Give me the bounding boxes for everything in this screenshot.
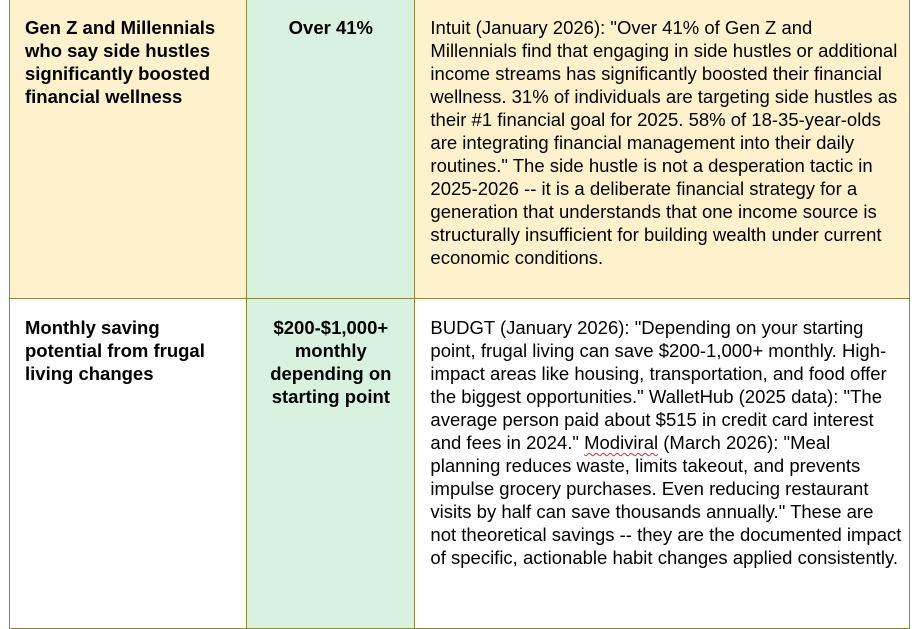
value-cell [247, 0, 415, 299]
source-text: Intuit (January 2026): "Over 41% of Gen Z and Millennials find that engaging in side hustles or additional income streams has significantly boosted their financial wellness. 31% of individuals are targeting side hustles as their #1 financial goal for 2025. 58% of 18-35-year-olds are integrating financial management into their daily routines." The side hustle is not a desperation tactic in 2025-2026 -- it is a deliberate financial strategy for a generation that understands that one income source is structurally insufficient for building wealth under current economic conditions. [430, 17, 898, 268]
value-text: Over 41% [288, 17, 373, 38]
source-cell [415, 299, 910, 629]
source-text-continued: (March 2026): "Meal planning reduces waste, limits takeout, and prevents impulse grocery purchases. Even reducing restaurant visits by half can save thousands annually." These are not theoretical savings -- they are the documented impact of specific, actionable habit changes applied consistently. [430, 432, 902, 568]
source-cell [415, 0, 910, 299]
spellcheck-flagged-word[interactable]: Modiviral [584, 432, 659, 453]
metric-text: Gen Z and Millennials who say side hustles significantly boosted financial wellness [25, 17, 216, 107]
data-table [9, 0, 910, 629]
metric-cell [10, 299, 247, 629]
table-row [10, 0, 910, 299]
table-row [10, 299, 910, 629]
source-text: BUDGT (January 2026): "Depending on your starting point, frugal living can save $200-1,000+ monthly. High-impact areas like housing, transportation, and food offer the biggest opportunities." WalletHub (2025 data): "The average person paid about $515 in credit card interest and fees in 2024." [430, 317, 887, 453]
value-cell [247, 299, 415, 629]
metric-cell [10, 0, 247, 299]
metric-text: Monthly saving potential from frugal living changes [25, 317, 205, 384]
value-text: $200-$1,000+ monthly depending on starting point [270, 317, 392, 407]
